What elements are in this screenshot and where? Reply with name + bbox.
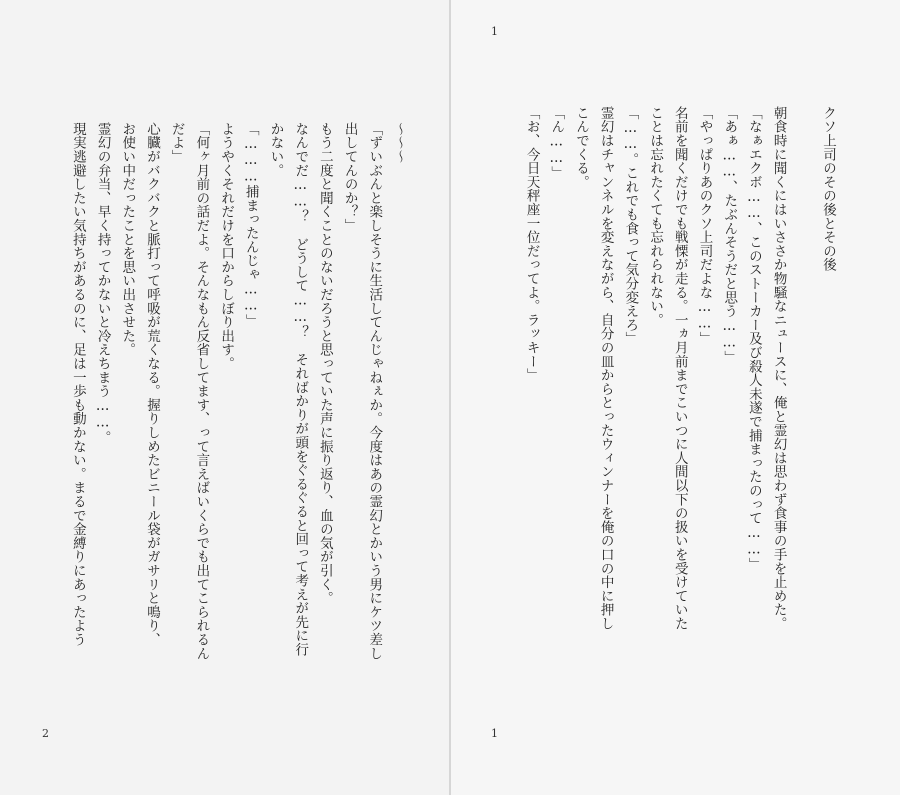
text-line: クソ上司のその後とその後 <box>820 106 836 272</box>
right-page-number-top: 1 <box>491 25 498 38</box>
text-line: 「……。これでも食って気分変えろ」 <box>622 106 639 346</box>
text-line: 霊幻はチャンネルを変えながら、自分の皿からとったウィンナーを俺の口の中に押し <box>597 106 614 631</box>
text-line: こんでくる。 <box>572 106 589 189</box>
text-line: 「なぁエクボ……、このストーカー及び殺人未遂で捕まったのって……」 <box>745 106 762 572</box>
text-line: 「お、今日天秤座一位だってよ。ラッキー」 <box>523 106 540 382</box>
text-line: 「やっぱりあのクソ上司だよな……」 <box>696 106 713 346</box>
text-line: 霊幻の弁当、早く持ってかないと冷えちまう……。 <box>94 122 111 445</box>
text-line: 「………捕まったんじゃ……」 <box>242 122 259 328</box>
text-line: お使い中だったことを思い出させた。 <box>119 122 136 357</box>
text-line: だよ」 <box>168 122 185 164</box>
right-page-number-bottom: 1 <box>491 727 498 740</box>
left-page-number: 2 <box>42 727 49 740</box>
text-line: 出してんのか？」 <box>341 122 358 233</box>
text-line: 「あぁ……、たぶんそうだと思う……」 <box>721 106 738 365</box>
left-page-body <box>65 122 411 682</box>
text-line: 現実逃避したい気持ちがあるのに、足は一歩も動かない。まるで金縛りにあったよう <box>69 122 86 647</box>
text-line: 「ずいぶんと楽しそうに生活してんじゃねぇか。今度はあの霊幻とかいう男にケツ差し <box>366 122 383 661</box>
text-line: なんでだ……？ どうして……？ そればかりが頭をぐるぐると回って考えが先に行 <box>292 122 309 657</box>
text-line: かない。 <box>267 122 284 178</box>
left-page[interactable] <box>0 0 449 795</box>
text-line: 「何ヶ月前の話だよ。そんなもん反省してます、って言えばいくらでも出てこられるん <box>193 122 210 661</box>
text-line: 名前を聞くだけでも戦慄が走る。一ヵ月前までこいつに人間以下の扱いを受けていた <box>671 106 688 631</box>
right-page[interactable] <box>451 0 900 795</box>
text-line: ～～～ <box>391 122 407 164</box>
text-line: もう二度と聞くことのないだろうと思っていた声に振り返り、血の気が引く。 <box>316 122 333 605</box>
text-line: 「ん……」 <box>548 106 565 180</box>
text-line: 心臓がバクバクと脈打って呼吸が荒くなる。握りしめたビニール袋がガサリと鳴り、 <box>143 122 160 647</box>
text-line: ようやくそれだけを口からしぼり出す。 <box>218 122 235 371</box>
text-line: 朝食時に聞くにはいささか物騒なニュースに、俺と霊幻は思わず食事の手を止めた。 <box>770 106 787 631</box>
right-page-body <box>519 106 840 666</box>
text-line: ことは忘れたくても忘れられない。 <box>647 106 664 327</box>
text-line <box>791 106 816 666</box>
